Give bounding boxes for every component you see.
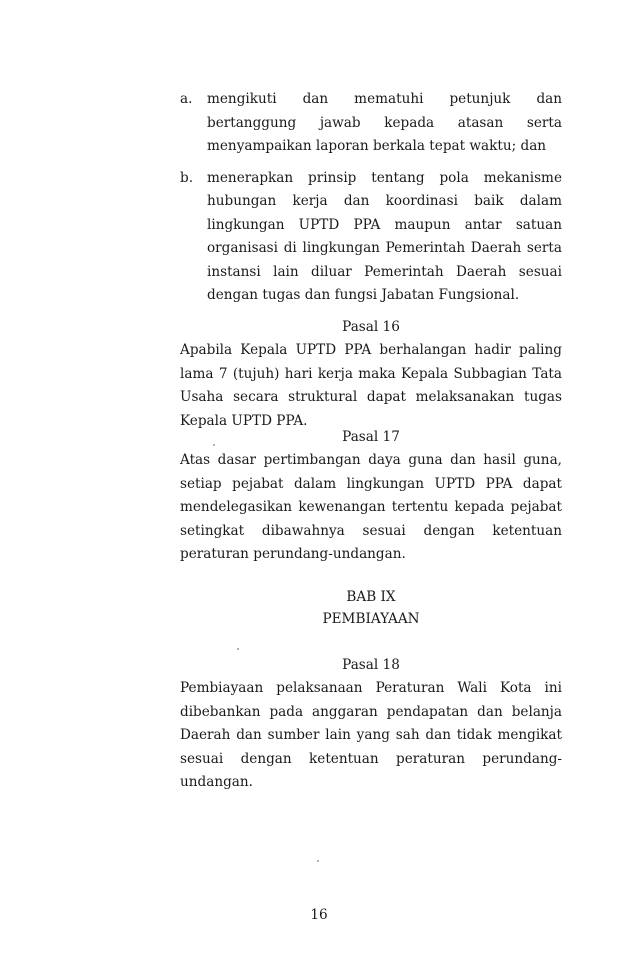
scan-speck: [213, 444, 215, 446]
list-item: [180, 167, 562, 308]
pasal-16-text: Apabila Kepala UPTD PPA berhalangan hadir paling lama 7 (tujuh) hari kerja maka Kepala Subbagian Tata Usaha secara struktural dapat melaksanakan tugas Kepala UPTD PPA.: [180, 342, 562, 429]
list-item-text: mengikuti dan mematuhi petunjuk dan bertanggung jawab kepada atasan serta menyampaikan laporan berkala tepat waktu; dan: [207, 91, 562, 154]
bab-number: BAB IX: [346, 589, 396, 605]
list-item: [180, 88, 562, 159]
list-marker: b.: [180, 169, 194, 186]
pasal-18-heading: Pasal 18: [342, 657, 400, 673]
list-marker: a.: [180, 91, 193, 107]
pasal-16-heading: Pasal 16: [342, 319, 400, 335]
scan-speck: [317, 860, 319, 862]
scan-speck: [237, 648, 239, 650]
pasal-17-heading: Pasal 17: [342, 429, 400, 445]
bab-title: PEMBIAYAAN: [322, 611, 420, 627]
page-number: 16: [310, 907, 328, 923]
pasal-17-text: Atas dasar pertimbangan daya guna dan hasil guna, setiap pejabat dalam lingkungan UPTD PPA dapat mendelegasikan kewenangan tertentu kepada pejabat setingkat dibawahnya sesuai dengan ketentuan peraturan perundang-undangan.: [180, 452, 562, 562]
pasal-18-text: Pembiayaan pelaksanaan Peraturan Wali Kota ini dibebankan pada anggaran pendapatan dan belanja Daerah dan sumber lain yang sah dan tidak mengikat sesuai dengan ketentuan peraturan perundang-undangan.: [180, 680, 562, 790]
duty-list: [180, 88, 562, 316]
list-item-text: menerapkan prinsip tentang pola mekanisme hubungan kerja dan koordinasi baik dalam lingkungan UPTD PPA maupun antar satuan organisasi di lingkungan Pemerintah Daerah serta instansi lain diluar Pemerintah Daerah sesuai dengan tugas dan fungsi Jabatan Fungsional.: [207, 169, 562, 303]
